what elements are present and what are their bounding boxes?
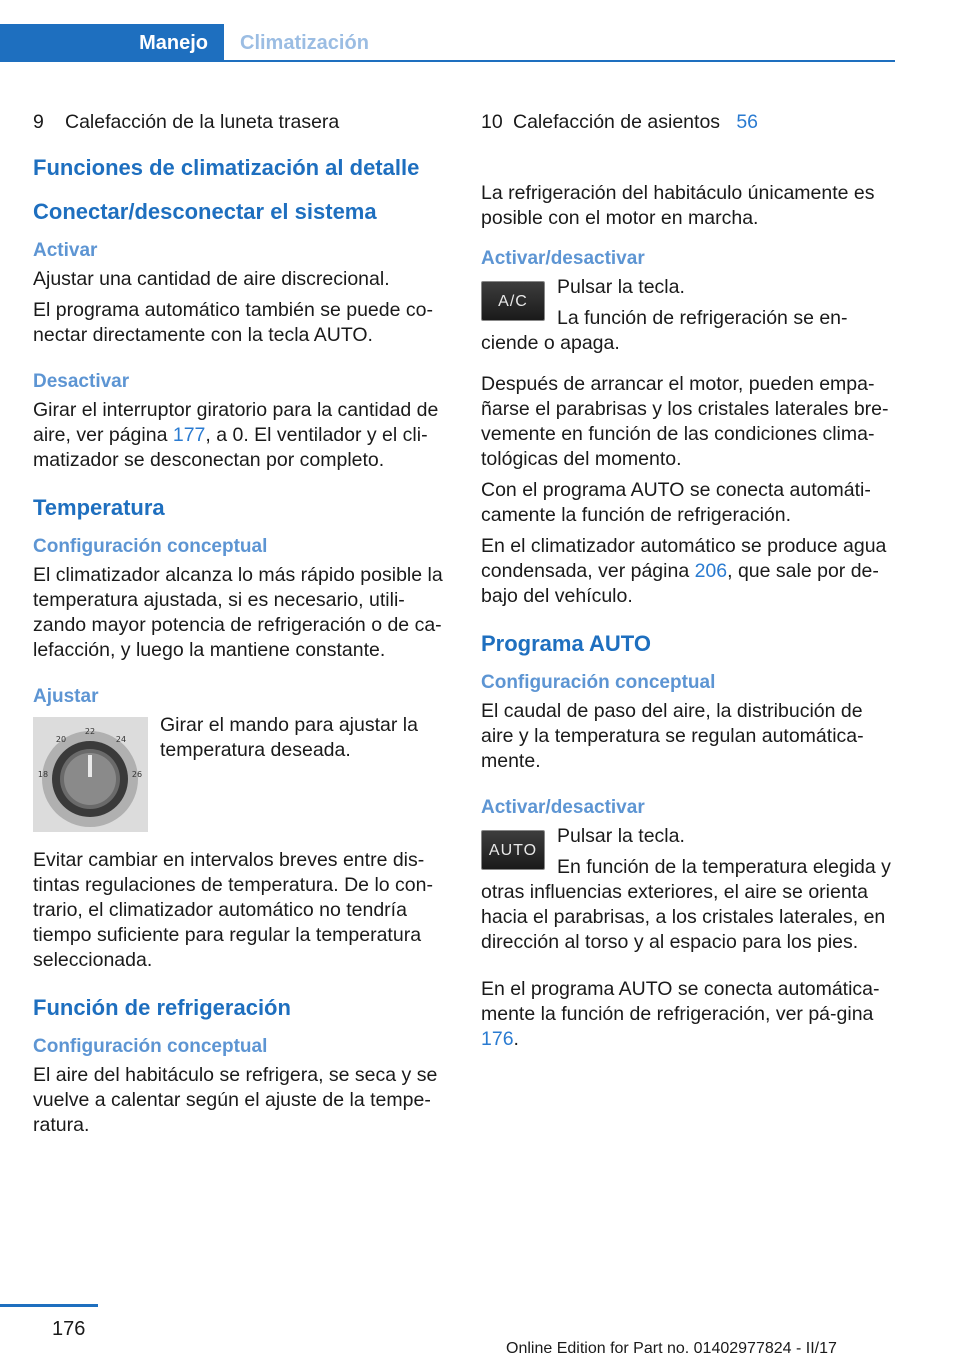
item-number: 10: [481, 111, 503, 133]
section-title-refrigeracion: Función de refrigeración: [33, 995, 291, 1020]
paragraph: La refrigeración del habitáculo únicamente es posible con el motor en marcha.: [481, 182, 875, 229]
paragraph-final: En el programa AUTO se conecta automática‐mente la función de refrigeración, ver pá‐gina 176.: [481, 978, 880, 1050]
section-title-system: Conectar/desconectar el sistema: [33, 199, 377, 224]
knob-tick-label: 22: [84, 727, 96, 736]
paragraph: Después de arrancar el motor, pueden empa‐ñarse el parabrisas y los cristales laterales bre‐vemente en función de las condiciones clima‐tológicas del momento.: [481, 373, 889, 470]
subheading-activar: Activar: [33, 240, 98, 261]
tab-climatizacion[interactable]: Climatización: [240, 31, 369, 54]
paragraph: El climatizador alcanza lo más rápido posible la temperatura ajustada, si es necesario, utili‐zando mayor potencia de refrigeración o de ca‐lefacción, y luego la mantiene constante.: [33, 564, 443, 661]
paragraph: Con el programa AUTO se conecta automáti‐camente la función de refrigeración.: [481, 479, 871, 526]
subheading-activar-desactivar: Activar/desactivar: [481, 797, 645, 818]
auto-button-label: AUTO: [488, 841, 538, 859]
paragraph: Pulsar la tecla.: [557, 825, 685, 847]
item-text: Calefacción de la luneta trasera: [65, 111, 340, 133]
section-title-temperatura: Temperatura: [33, 495, 165, 520]
chapter-tabs: [0, 24, 895, 62]
paragraph: Evitar cambiar en intervalos breves entre dis‐tintas regulaciones de temperatura. De lo con‐trario, el climatizador automático no tendría tiempo suficiente para regular la temperatura seleccionada.: [33, 849, 433, 971]
paragraph: Ajustar una cantidad de aire discrecional.: [33, 268, 390, 290]
page-link-176[interactable]: 176: [481, 1028, 514, 1050]
subheading-config: Configuración conceptual: [33, 1036, 268, 1057]
subheading-desactivar: Desactivar: [33, 371, 130, 392]
subheading-activar-desactivar: Activar/desactivar: [481, 248, 645, 269]
knob-tick-label: 18: [37, 770, 49, 779]
ac-button-label: A/C: [498, 292, 528, 310]
item-text: Calefacción de asientos 56: [513, 111, 759, 133]
paragraph: El aire del habitáculo se refrigera, se seca y se vuelve a calentar según el ajuste de la tempe‐ratura.: [33, 1064, 438, 1136]
knob-tick-label: 24: [115, 735, 127, 744]
paragraph: En función de la temperatura elegida y otras influencias exteriores, el aire se orienta hacia el parabrisas, a los cristales laterales, en dirección al torso y al espacio para los pies.: [481, 856, 891, 953]
subheading-config: Configuración conceptual: [481, 672, 716, 693]
ac-button-image: [481, 281, 545, 321]
tab-underline: [224, 60, 895, 62]
page-link-177[interactable]: 177: [172, 424, 206, 446]
auto-button-image: [481, 830, 545, 870]
page-link-206[interactable]: 206: [694, 560, 728, 582]
edition-text: Online Edition for Part no. 01402977824 - II/17: [506, 1340, 837, 1357]
paragraph-agua: En el climatizador automático se produce agua condensada, ver página 206, que sale por de‐bajo del vehículo.: [481, 535, 887, 607]
left-column: [33, 110, 451, 1144]
page-link-56[interactable]: 56: [736, 111, 759, 133]
paragraph: Pulsar la tecla.: [557, 276, 685, 298]
list-item-10: [481, 110, 895, 135]
knob-tick-label: 20: [55, 735, 67, 744]
subheading-config: Configuración conceptual: [33, 536, 268, 557]
subheading-ajustar: Ajustar: [33, 686, 99, 707]
footer-accent-line: [0, 1304, 98, 1307]
page-title: Funciones de climatización al detalle: [33, 155, 420, 180]
tab-manejo[interactable]: Manejo: [0, 24, 224, 62]
section-title-programa-auto: Programa AUTO: [481, 631, 651, 656]
list-item-9: [33, 110, 451, 135]
knob-tick-label: 26: [131, 770, 143, 779]
paragraph-ajustar: Girar el mando para ajustar la temperatura deseada.: [160, 714, 418, 761]
temperature-knob-image: [33, 717, 148, 832]
paragraph-desactivar: Girar el interruptor giratorio para la cantidad de aire, ver página 177, a 0. El ventilador y el cli‐matizador se desconectan por completo.: [33, 399, 439, 471]
paragraph: La función de refrigeración se en‐ciende o apaga.: [481, 307, 848, 354]
paragraph: El caudal de paso del aire, la distribución de aire y la temperatura se regulan automática‐mente.: [481, 700, 864, 772]
right-column: [481, 110, 895, 1058]
item-number: 9: [33, 111, 44, 133]
paragraph: El programa automático también se puede co‐nectar directamente con la tecla AUTO.: [33, 299, 433, 346]
page-number: 176: [52, 1318, 86, 1340]
